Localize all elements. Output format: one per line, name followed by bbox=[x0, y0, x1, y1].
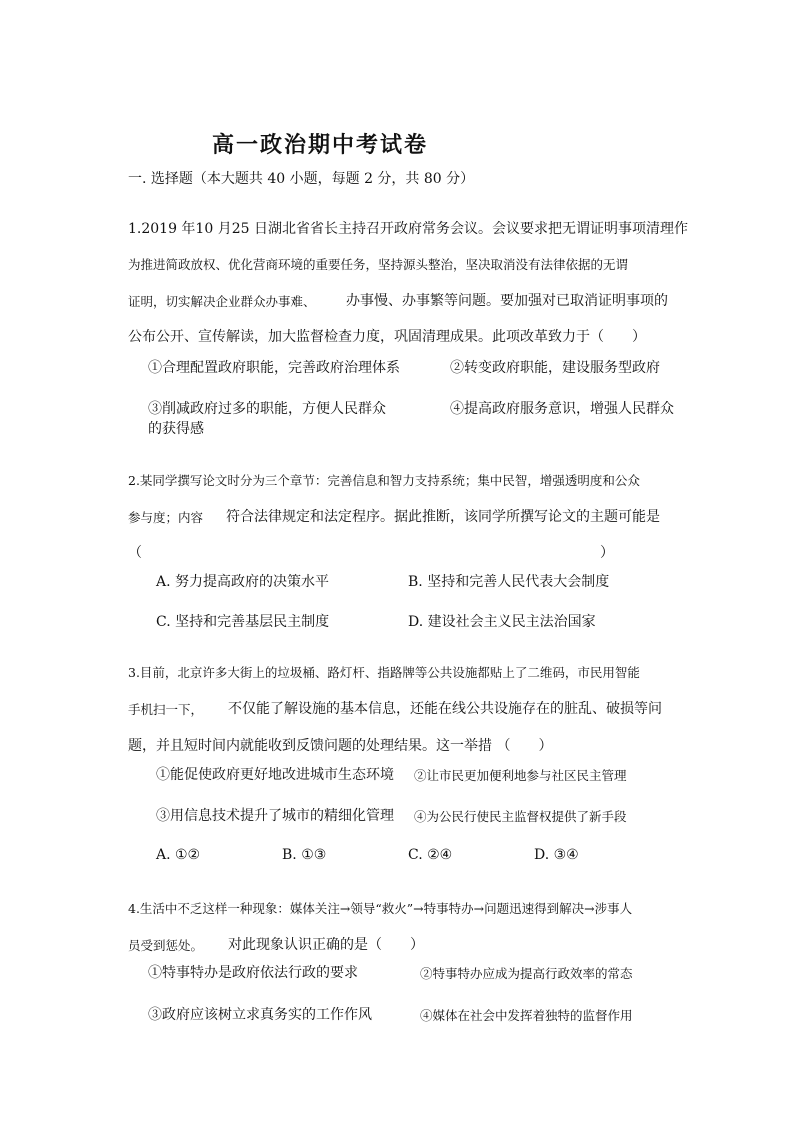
q1-option-4-cont: 的获得感 bbox=[148, 421, 204, 437]
q3-option-2: ②让市民更加便利地参与社区民主管理 bbox=[414, 768, 627, 783]
q3-line-2a: 手机扫一下， bbox=[128, 702, 204, 717]
q2-line-2b: 符合法律规定和法定程序。据此推断，该同学所撰写论文的主题可能是 bbox=[226, 509, 660, 525]
q3-line-1: 3.目前，北京许多大街上的垃圾桶、路灯杆、指路牌等公共设施都贴上了二维码，市民用智能 bbox=[128, 665, 640, 680]
q2-line-1: 2.某同学撰写论文时分为三个章节：完善信息和智力支持系统；集中民智，增强透明度和公众 bbox=[128, 473, 640, 488]
q1-option-3: ③削减政府过多的职能，方便人民群众 bbox=[148, 401, 386, 417]
q1-line-1: 1.2019 年10 月25 日湖北省省长主持召开政府常务会议。会议要求把无谓证明事项清理作 bbox=[128, 221, 688, 237]
q1-line-2: 为推进简政放权、优化营商环境的重要任务，坚持源头整治，坚决取消没有法律依据的无谓 bbox=[128, 257, 629, 272]
q1-line-4: 公布公开、宣传解读，加大监督检查力度，巩固清理成果。此项改革致力于（ ） bbox=[128, 329, 646, 345]
q1-option-2: ②转变政府职能，建设服务型政府 bbox=[450, 360, 660, 376]
q3-answer-b: B. ①③ bbox=[282, 847, 327, 863]
q4-option-1: ①特事特办是政府依法行政的要求 bbox=[148, 965, 358, 981]
q3-option-3: ③用信息技术提升了城市的精细化管理 bbox=[156, 808, 394, 824]
q2-line-2a: 参与度；内容 bbox=[128, 510, 204, 525]
q1-option-1: ①合理配置政府职能，完善政府治理体系 bbox=[148, 360, 400, 376]
q1-line-3b: 办事慢、办事繁等问题。要加强对已取消证明事项的 bbox=[346, 293, 668, 309]
q2-paren-close: ） bbox=[600, 545, 614, 561]
q3-answer-a: A. ①② bbox=[156, 847, 201, 863]
q4-line-1: 4.生活中不乏这样一种现象：媒体关注→领导“救火”→特事特办→问题迅速得到解决→涉事人 bbox=[128, 901, 633, 916]
q3-answer-c: C. ②④ bbox=[408, 847, 453, 863]
page-title: 高一政治期中考试卷 bbox=[212, 132, 429, 158]
section-heading: 一. 选择题（本大题共 40 小题，每题 2 分，共 80 分） bbox=[128, 171, 475, 187]
q4-line-2b: 对此现象认识正确的是（ ） bbox=[228, 937, 424, 953]
q2-option-d: D. 建设社会主义民主法治国家 bbox=[408, 614, 596, 630]
q2-option-a: A. 努力提高政府的决策水平 bbox=[156, 574, 330, 590]
q3-line-2b: 不仅能了解设施的基本信息，还能在线公共设施存在的脏乱、破损等问 bbox=[228, 701, 662, 717]
q3-line-3: 题，并且短时间内就能收到反馈问题的处理结果。这一举措 （ ） bbox=[128, 738, 553, 754]
q3-option-1: ①能促使政府更好地改进城市生态环境 bbox=[156, 767, 394, 783]
q1-line-3a: 证明，切实解决企业群众办事难、 bbox=[128, 294, 316, 309]
q2-paren-open: （ bbox=[128, 545, 142, 561]
q4-line-2a: 员受到惩处。 bbox=[128, 938, 204, 953]
q3-answer-d: D. ③④ bbox=[534, 847, 579, 863]
q2-option-b: B. 坚持和完善人民代表大会制度 bbox=[408, 574, 610, 590]
q4-option-2: ②特事特办应成为提高行政效率的常态 bbox=[420, 966, 633, 981]
q1-option-4: ④提高政府服务意识，增强人民群众 bbox=[450, 401, 674, 417]
q4-option-3: ③政府应该树立求真务实的工作作风 bbox=[148, 1007, 372, 1023]
q3-option-4: ④为公民行使民主监督权提供了新手段 bbox=[414, 809, 627, 824]
q2-option-c: C. 坚持和完善基层民主制度 bbox=[156, 614, 330, 630]
q4-option-4: ④媒体在社会中发挥着独特的监督作用 bbox=[420, 1008, 633, 1023]
